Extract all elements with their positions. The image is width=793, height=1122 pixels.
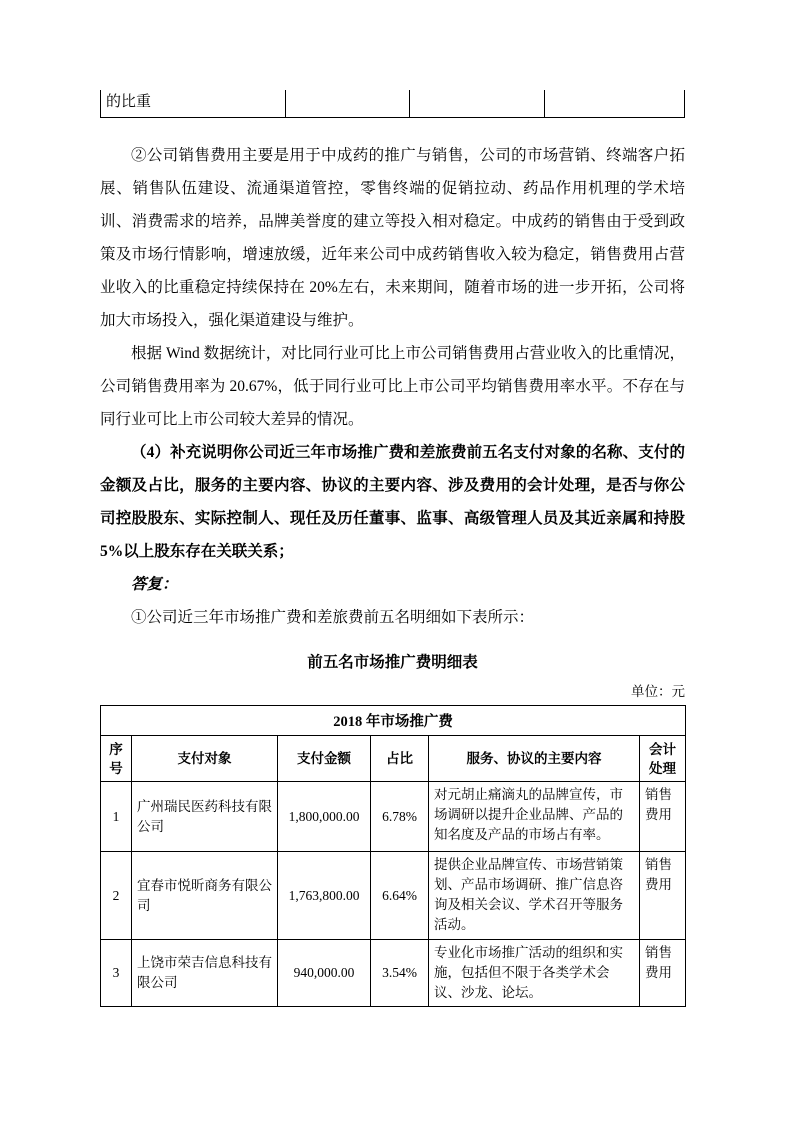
column-header-payee: 支付对象 — [132, 736, 278, 782]
cell-payee: 宜春市悦昕商务有限公司 — [132, 852, 278, 940]
promotion-fee-table — [100, 705, 686, 1007]
carryover-cell-label: 的比重 — [101, 90, 286, 117]
table-title: 前五名市场推广费明细表 — [307, 654, 478, 671]
table-group-header-row — [101, 706, 686, 736]
table-row — [101, 852, 686, 940]
cell-no: 3 — [101, 940, 132, 1007]
carryover-cell-empty — [545, 90, 685, 117]
table-column-header-row — [101, 736, 686, 782]
cell-amount: 1,800,000.00 — [278, 782, 371, 852]
reply-label: 答复： — [131, 576, 178, 593]
cell-content: 专业化市场推广活动的组织和实施，包括但不限于各类学术会议、沙龙、论坛。 — [429, 940, 640, 1007]
carryover-cell-empty — [410, 90, 545, 117]
table-row — [101, 782, 686, 852]
cell-amount: 940,000.00 — [278, 940, 371, 1007]
column-header-content: 服务、协议的主要内容 — [429, 736, 640, 782]
cell-accounting: 销售费用 — [640, 852, 686, 940]
cell-ratio: 3.54% — [371, 940, 429, 1007]
cell-payee: 上饶市荣吉信息科技有限公司 — [132, 940, 278, 1007]
cell-payee: 广州瑞民医药科技有限公司 — [132, 782, 278, 852]
paragraph-wind-comparison: 根据 Wind 数据统计，对比同行业可比上市公司销售费用占营业收入的比重情况，公司销售费用率为 20.67%，低于同行业可比上市公司平均销售费用率水平。不存在与同行业可比上市公司较大差异的情况。 — [100, 345, 685, 428]
cell-no: 2 — [101, 852, 132, 940]
cell-content: 提供企业品牌宣传、市场营销策划、产品市场调研、推广信息咨询及相关会议、学术召开等服务活动。 — [429, 852, 640, 940]
table-group-header: 2018 年市场推广费 — [101, 706, 686, 736]
carryover-table-fragment — [100, 90, 685, 118]
carryover-cell-empty — [286, 90, 411, 117]
cell-accounting: 销售费用 — [640, 940, 686, 1007]
question-4-heading: （4）补充说明你公司近三年市场推广费和差旅费前五名支付对象的名称、支付的金额及占比，服务的主要内容、协议的主要内容、涉及费用的会计处理，是否与你公司控股股东、实际控制人、现任及历任董事、监事、高级管理人员及其近亲属和持股 5%以上股东存在关联关系； — [100, 444, 685, 560]
cell-amount: 1,763,800.00 — [278, 852, 371, 940]
paragraph-table-intro: ①公司近三年市场推广费和差旅费前五名明细如下表所示： — [131, 609, 535, 626]
paragraph-sales-expense-overview: ②公司销售费用主要是用于中成药的推广与销售，公司的市场营销、终端客户拓展、销售队伍建设、流通渠道管控，零售终端的促销拉动、药品作用机理的学术培训、消费需求的培养，品牌美誉度的建立等投入相对稳定。中成药的销售由于受到政策及市场行情影响，增速放缓，近年来公司中成药销售收入较为稳定，销售费用占营业收入的比重稳定持续保持在 20%左右，未来期间，随着市场的进一步开拓，公司将加大市场投入，强化渠道建设与维护。 — [100, 147, 685, 329]
table-row — [101, 940, 686, 1007]
column-header-accounting: 会计处理 — [640, 736, 686, 782]
cell-accounting: 销售费用 — [640, 782, 686, 852]
column-header-ratio: 占比 — [371, 736, 429, 782]
column-header-no: 序号 — [101, 736, 132, 782]
cell-ratio: 6.78% — [371, 782, 429, 852]
cell-no: 1 — [101, 782, 132, 852]
cell-content: 对元胡止痛滴丸的品牌宣传，市场调研以提升企业品牌、产品的知名度及产品的市场占有率。 — [429, 782, 640, 852]
column-header-amount: 支付金额 — [278, 736, 371, 782]
cell-ratio: 6.64% — [371, 852, 429, 940]
unit-label: 单位：元 — [631, 684, 685, 699]
